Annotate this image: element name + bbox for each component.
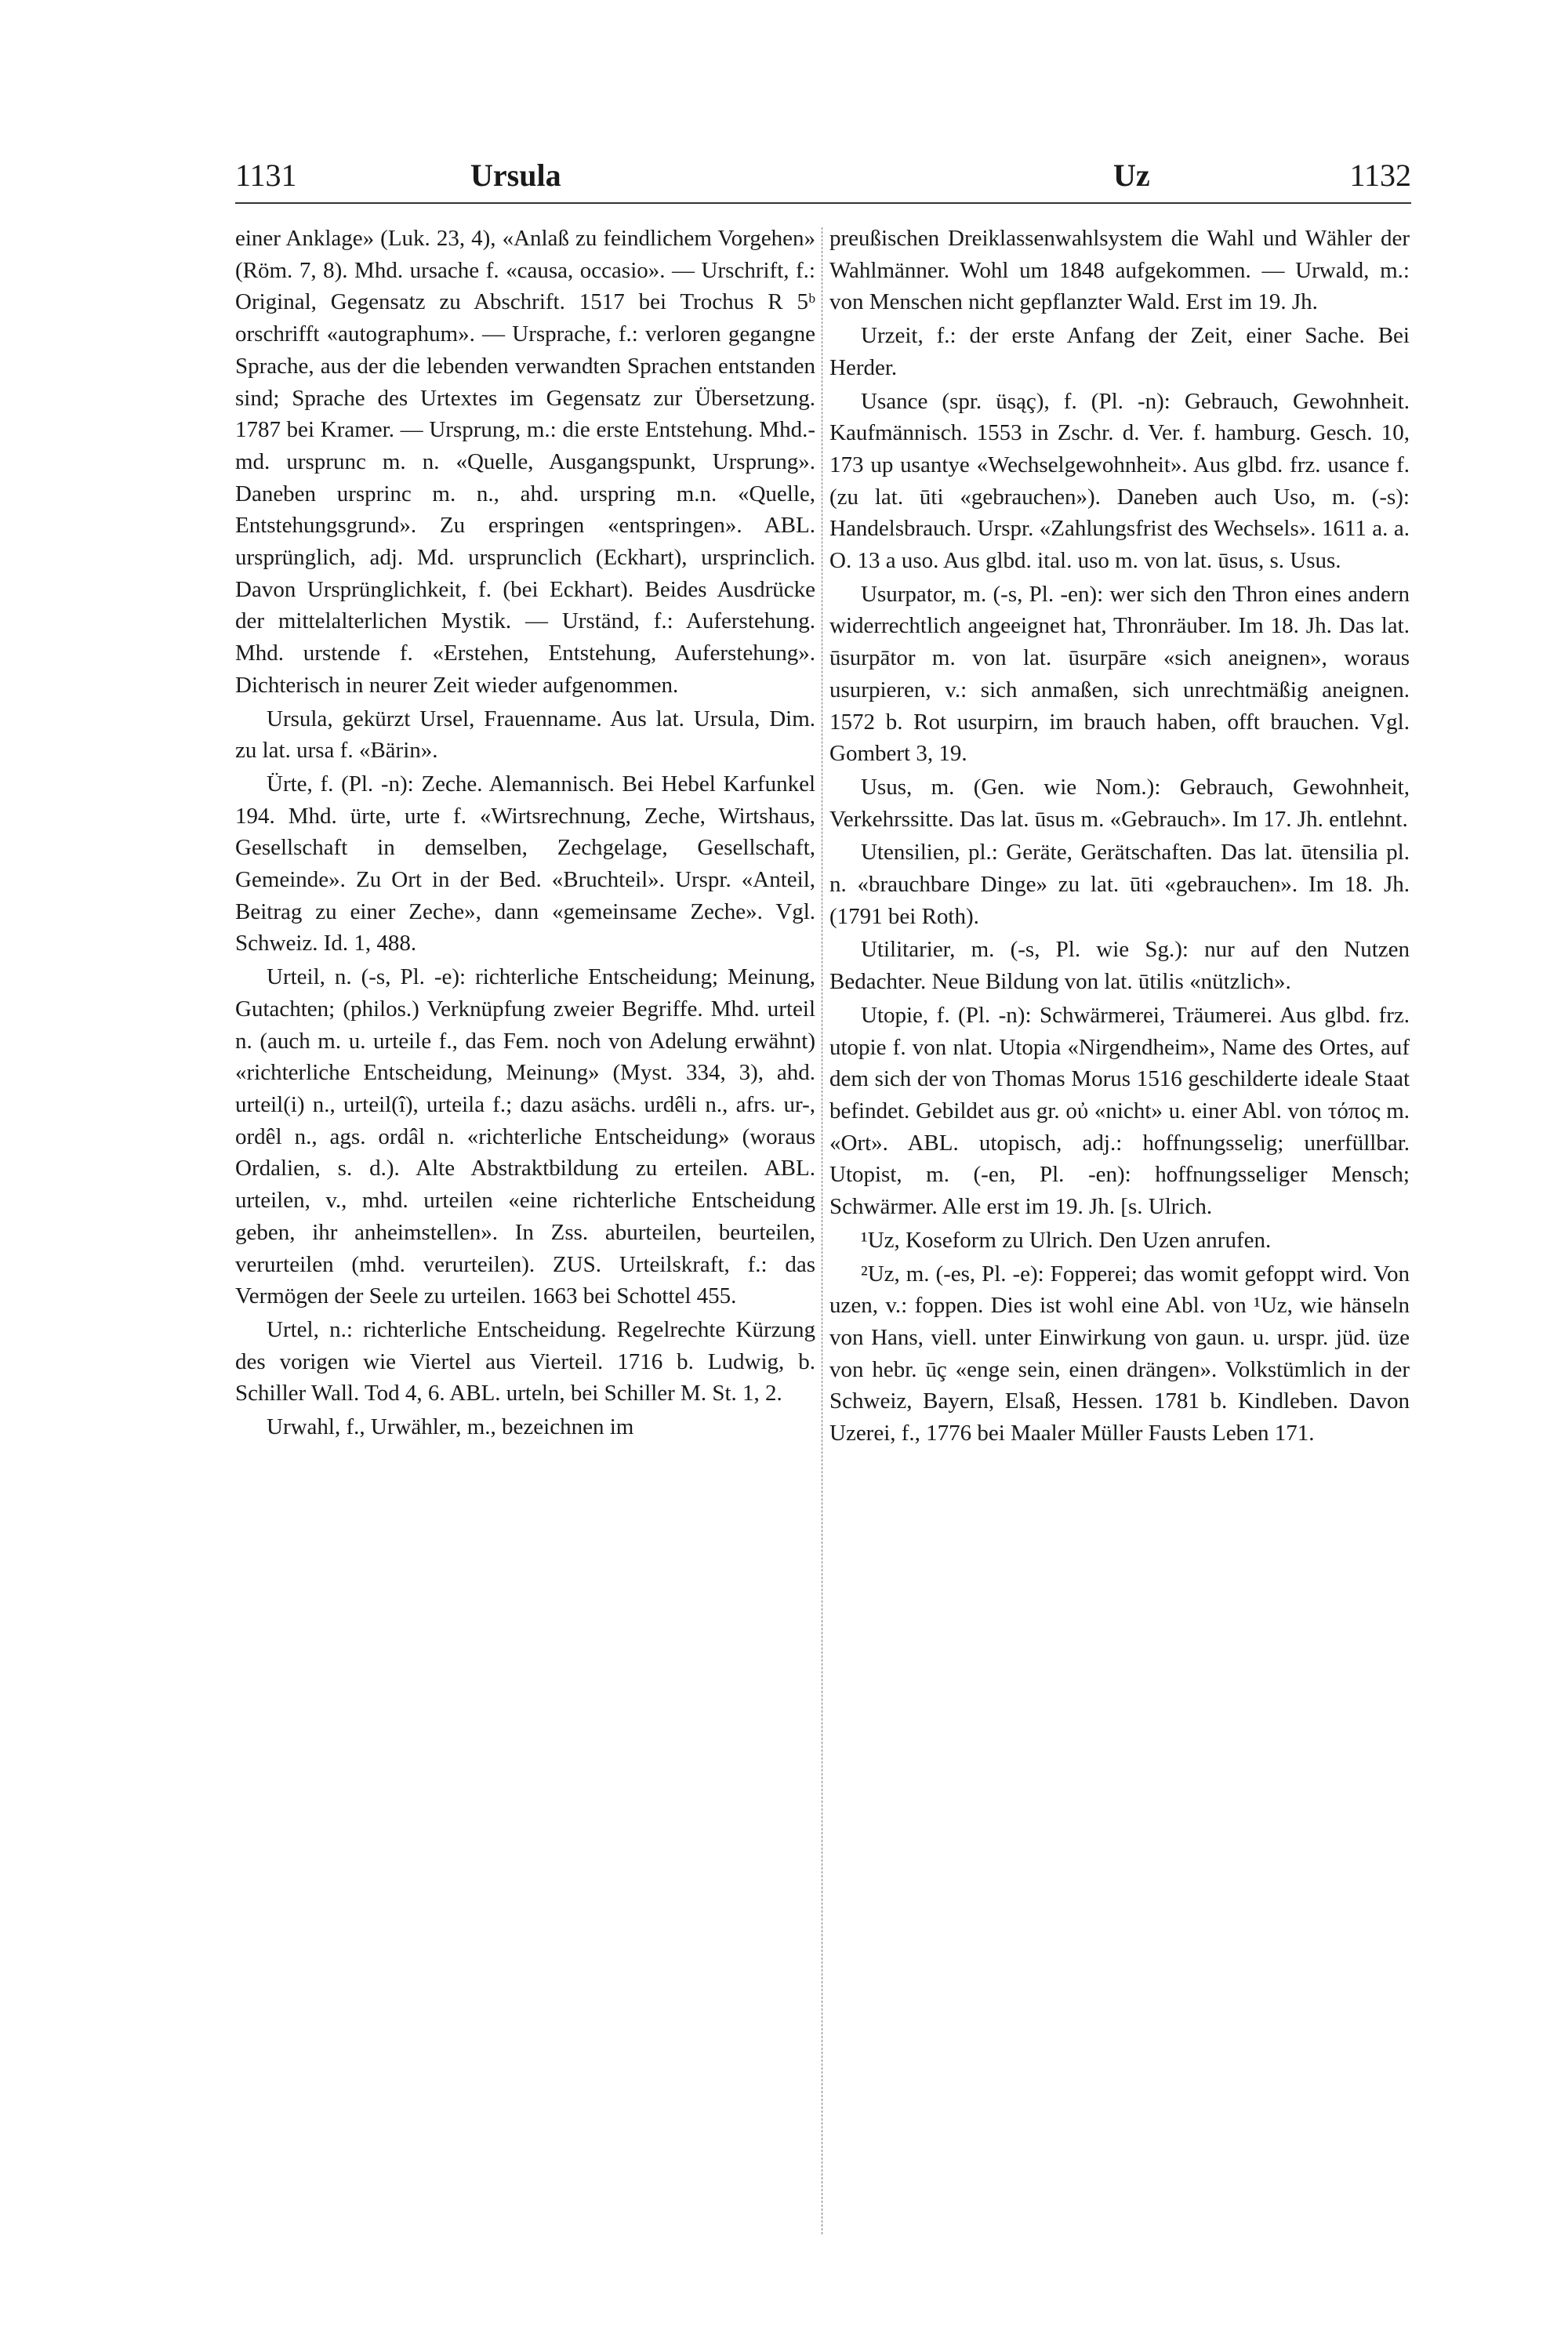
entry-utopie: Utopie, f. (Pl. -n): Schwärmerei, Träumerei. Aus glbd. frz. utopie f. von nlat. Utopia «Nirgendheim», Name des Ortes, auf dem sich der von Thomas Morus 1516 geschilderte ideale Staat befindet. Gebildet aus gr. οὐ «nicht» u. einer Abl. von τόπος m. «Ort». ABL. utopisch, adj.: hoffnungsselig; unerfüllbar. Utopist, m. (-en, Pl. -en): hoffnungsseliger Mensch; Schwärmer. Alle erst im 19. Jh. [s. Ulrich. [829,1002,1410,1220]
entry-usance: Usance (spr. üsąç), f. (Pl. -n): Gebrauch, Gewohnheit. Kaufmännisch. 1553 in Zschr. d. Ver. f. hamburg. Gesch. 10, 173 up usantye «Wechselgewohnheit». Aus glbd. frz. usance f. (zu lat. ūti «gebrauchen»). Daneben auch Uso, m. (-s): Handelsbrauch. Urspr. «Zahlungsfrist des Wechsels». 1611 a. a. O. 13 a uso. Aus glbd. ital. uso m. von lat. ūsus, s. Usus. [829,388,1410,574]
entry-usurpator: Usurpator, m. (-s, Pl. -en): wer sich den Thron eines andern widerrechtlich angeeignet hat, Thronräuber. Im 18. Jh. Das lat. ūsurpātor m. von lat. ūsurpāre «sich aneignen», woraus usurpieren, v.: sich anmaßen, sich unrechtmäßig aneignen. 1572 b. Rot usurpirn, im brauch haben, offt brauchen. Vgl. Gombert 3, 19. [829,581,1410,767]
entry-utensilien: Utensilien, pl.: Geräte, Gerätschaften. Das lat. ūtensilia pl. n. «brauchbare Dinge» zu lat. ūti «gebrauchen». Im 18. Jh. (1791 bei Roth). [829,840,1410,929]
entry-urte: Ürte, f. (Pl. -n): Zeche. Alemannisch. Bei Hebel Karfunkel 194. Mhd. ürte, urte f. «Wirtsrechnung, Zeche, Wirtshaus, Gesellschaft in demselben, Zechgelage, Gesellschaft, Gemeinde». Zu Ort in der Bed. «Bruchteil». Urspr. «Anteil, Beitrag zu einer Zeche», dann «gemeinsame Zeche». Vgl. Schweiz. Id. 1, 488. [235,771,815,956]
page-number-left: 1131 [235,158,297,193]
header-rule [235,202,1411,204]
entry-continuation: einer Anklage» (Luk. 23, 4), «Anlaß zu feindlichem Vorgehen» (Röm. 7, 8). Mhd. ursache f. «causa, occasio». — Urschrift, f.: Original, Gegensatz zu Abschrift. 1517 bei Trochus R 5ᵇ orschrifft «autographum». — Ursprache, f.: verloren gegangne Sprache, aus der die lebenden verwandten Sprachen entstanden sind; Sprache des Urtextes im Gegensatz zur Übersetzung. 1787 bei Kramer. — Ursprung, m.: die erste Entstehung. Mhd.-md. ursprunc m. n. «Quelle, Ausgangspunkt, Ursprung». Daneben ursprinc m. n., ahd. urspring m.n. «Quelle, Entstehungsgrund». Zu erspringen «entspringen». ABL. ursprünglich, adj. Md. ursprunclich (Eckhart), ursprinclich. Davon Ursprünglichkeit, f. (bei Eckhart). Beides Ausdrücke der mittelalterlichen Mystik. — Urständ, f.: Auferstehung. Mhd. urstende f. «Erstehen, Entstehung, Auferstehung». Dichterisch in neurer Zeit wieder aufgenommen. [235,226,815,698]
entry-usus: Usus, m. (Gen. wie Nom.): Gebrauch, Gewohnheit, Verkehrssitte. Das lat. ūsus m. «Gebrauch». Im 17. Jh. entlehnt. [829,774,1410,832]
running-headword-right: Uz [1113,158,1150,193]
running-header [235,157,1411,201]
entry-uz-2: ²Uz, m. (-es, Pl. -e): Fopperei; das womit gefoppt wird. Von uzen, v.: foppen. Dies ist wohl eine Abl. von ¹Uz, wie hänseln von Hans, viell. unter Einwirkung von gaun. u. urspr. jüd. üze von hebr. ūç «enge sein, einen drängen». Volkstümlich in der Schweiz, Bayern, Elsaß, Hessen. 1781 b. Kindleben. Davon Uzerei, f., 1776 bei Maaler Müller Fausts Leben 171. [829,1261,1410,1446]
entry-urwahl-continuation: preußischen Dreiklassenwahlsystem die Wahl und Wähler der Wahlmänner. Wohl um 1848 aufgekommen. — Urwald, m.: von Menschen nicht gepflanzter Wald. Erst im 19. Jh. [829,226,1410,315]
entry-ursula: Ursula, gekürzt Ursel, Frauenname. Aus lat. Ursula, Dim. zu lat. ursa f. «Bärin». [235,706,815,764]
entry-urtel: Urtel, n.: richterliche Entscheidung. Regelrechte Kürzung des vorigen wie Viertel aus Vierteil. 1716 b. Ludwig, b. Schiller Wall. Tod 4, 6. ABL. urteln, bei Schiller M. St. 1, 2. [235,1316,815,1406]
entry-urzeit: Urzeit, f.: der erste Anfang der Zeit, einer Sache. Bei Herder. [829,323,1410,380]
entry-uz-1: ¹Uz, Koseform zu Ulrich. Den Uzen anrufen. [861,1227,1272,1253]
page-number-right: 1132 [1349,158,1411,193]
entry-urteil: Urteil, n. (-s, Pl. -e): richterliche Entscheidung; Meinung, Gutachten; (philos.) Verknüpfung zweier Begriffe. Mhd. urteil n. (auch m. u. urteile f., das Fem. noch von Adelung erwähnt) «richterliche Entscheidung, Meinung» (Myst. 334, 3), ahd. urteil(i) n., urteil(î), urteila f.; dazu asächs. urdêli n., afrs. ur-, ordêl n., ags. ordâl n. «richterliche Entscheidung» (woraus Ordalien, s. d.). Alte Abstraktbildung zu erteilen. ABL. urteilen, v., mhd. urteilen «eine richterliche Entscheidung geben, ihr anheimstellen». In Zss. aburteilen, beurteilen, verurteilen (mhd. verurteilen). ZUS. Urteilskraft, f.: das Vermögen der Seele zu urteilen. 1663 bei Schottel 455. [235,964,815,1309]
right-column [829,223,1410,1451]
entry-urwahl: Urwahl, f., Urwähler, m., bezeichnen im [267,1414,634,1440]
left-column [235,223,815,1445]
running-headword-left: Ursula [470,158,561,193]
entry-utilitarier: Utilitarier, m. (-s, Pl. wie Sg.): nur auf den Nutzen Bedachter. Neue Bildung von lat. ūtilis «nützlich». [829,937,1410,995]
